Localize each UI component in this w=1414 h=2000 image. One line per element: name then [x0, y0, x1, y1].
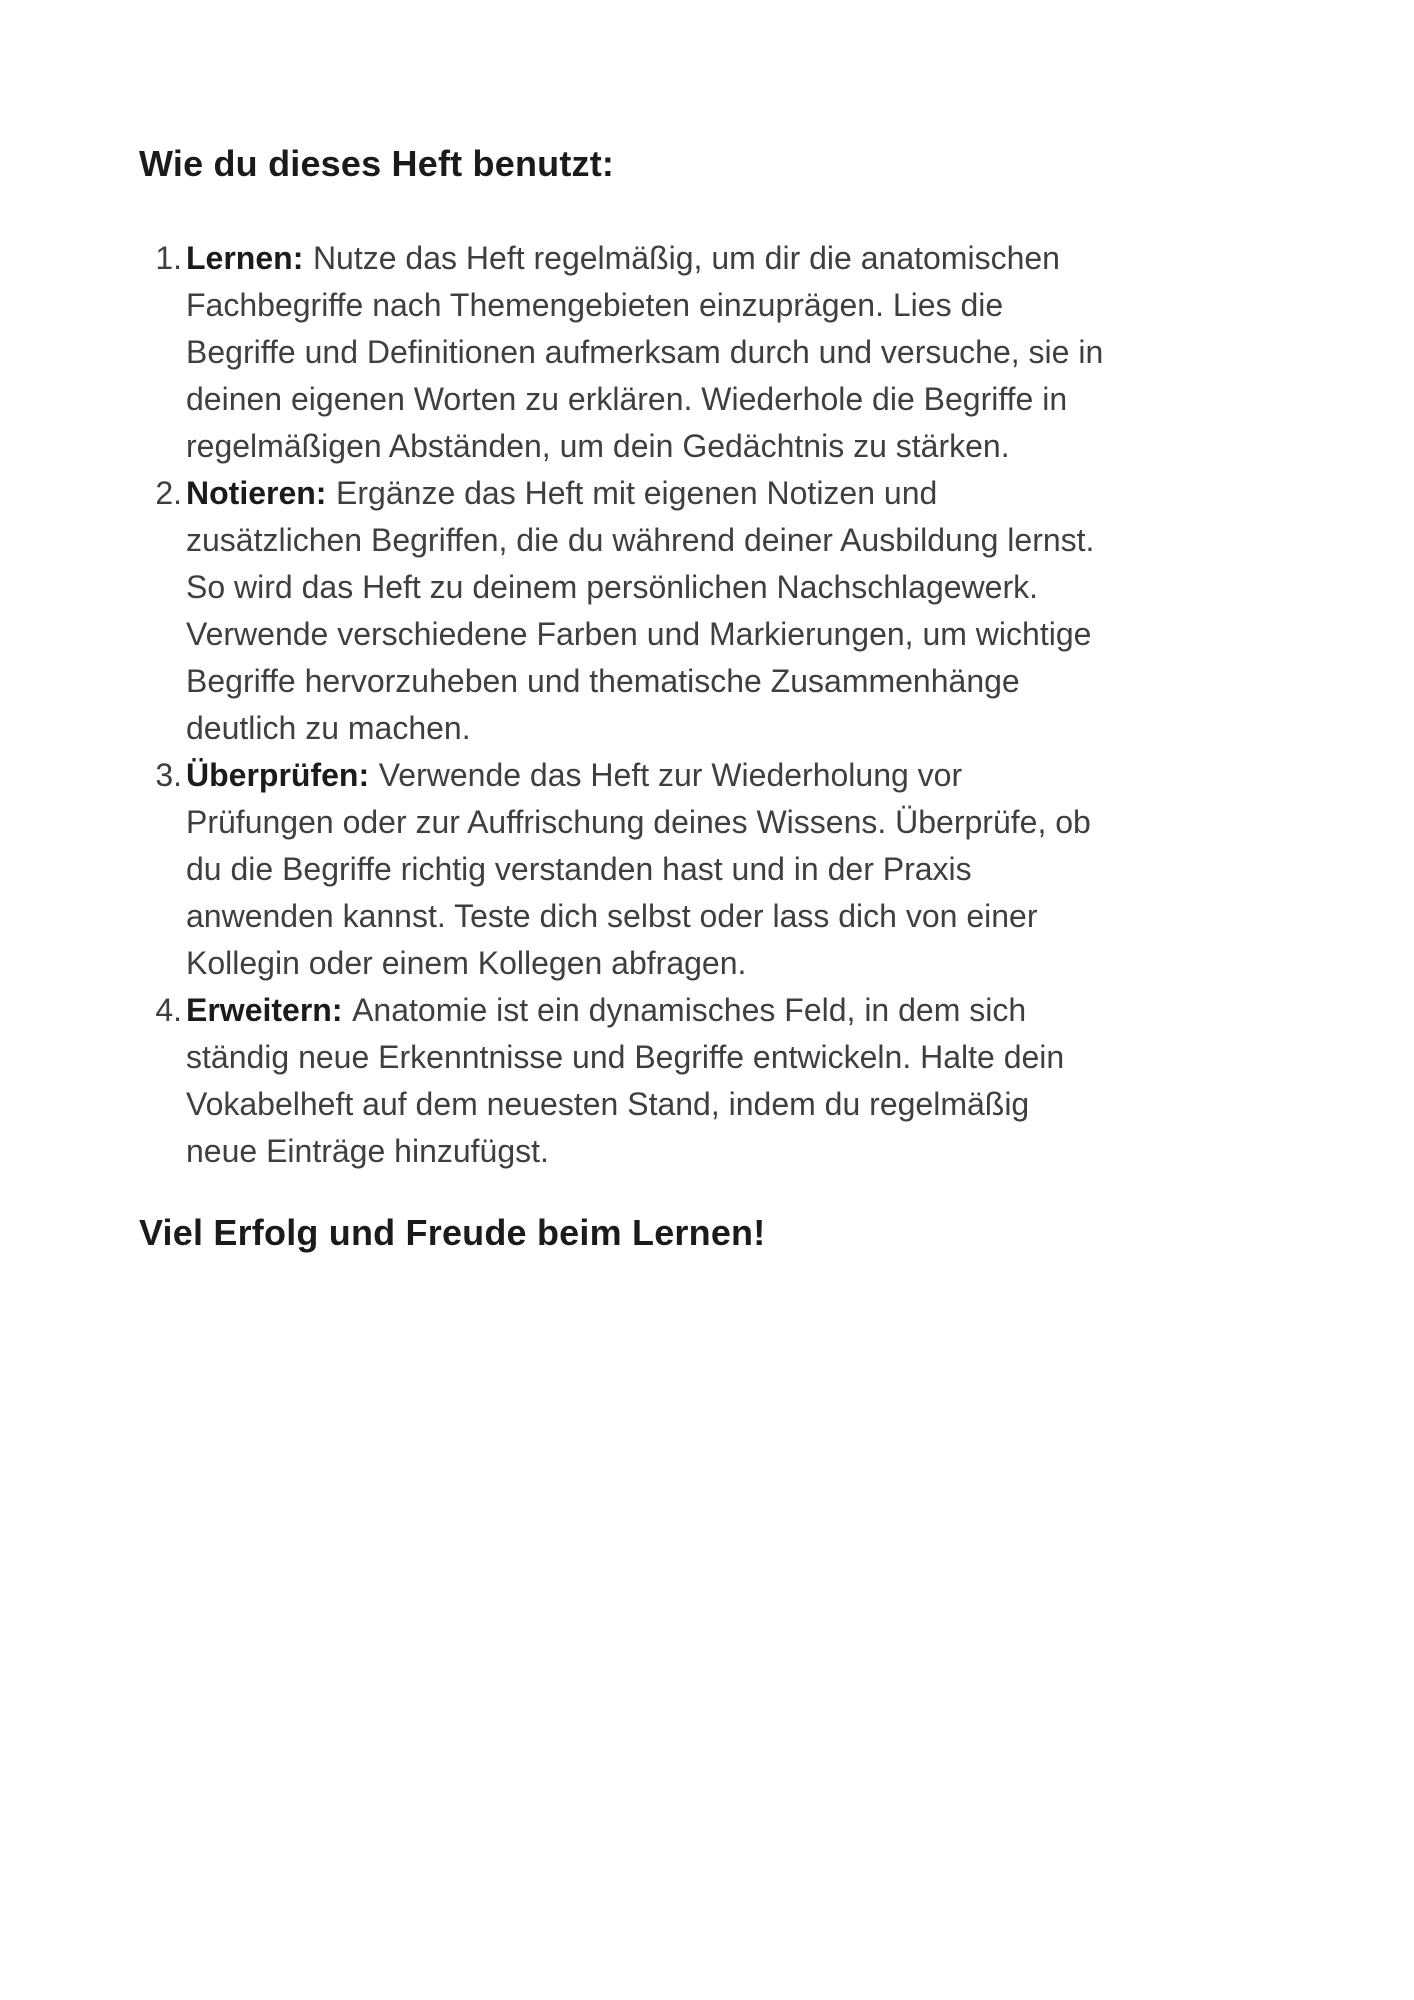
list-item-number: 3. — [155, 757, 182, 793]
list-item-text: Anatomie ist ein dynamisches Feld, in dem sich ständig neue Erkenntnisse und Begriffe entwickeln. Halte dein Vokabelheft auf dem neuesten Stand, indem du regelmäßig neue Einträge hinzufügst. — [186, 992, 1065, 1169]
list-item-number: 4. — [155, 992, 182, 1028]
list-item-text: Nutze das Heft regelmäßig, um dir die anatomischen Fachbegriffe nach Themengebieten einzuprägen. Lies die Begriffe und Definitionen aufmerksam durch und versuche, sie in deinen eigenen Worten zu erklären. Wiederhole die Begriffe in regelmäßigen Abständen, um dein Gedächtnis zu stärken. — [186, 240, 1104, 464]
list-item-label: Überprüfen: — [186, 757, 370, 793]
list-item — [155, 235, 1104, 470]
list-item-number: 2. — [155, 475, 182, 511]
closing-line: Viel Erfolg und Freude beim Lernen! — [139, 1212, 766, 1253]
page-content — [139, 0, 1104, 1255]
list-item — [155, 752, 1104, 987]
list-item-number: 1. — [155, 240, 182, 276]
list-item — [155, 470, 1104, 752]
list-item-label: Lernen: — [186, 240, 304, 276]
instructions-list — [139, 235, 1104, 1175]
list-item-text: Ergänze das Heft mit eigenen Notizen und zusätzlichen Begriffen, die du während deiner Ausbildung lernst. So wird das Heft zu deinem persönlichen Nachschlagewerk. Verwende verschiedene Farben und Markierungen, um wichtige Begriffe hervorzuheben und thematische Zusammenhänge deutlich zu machen. — [186, 475, 1095, 746]
page-title: Wie du dieses Heft benutzt: — [139, 143, 615, 184]
list-item-label: Notieren: — [186, 475, 327, 511]
list-item-label: Erweitern: — [186, 992, 343, 1028]
list-item-text: Verwende das Heft zur Wiederholung vor Prüfungen oder zur Auffrischung deines Wissens. Überprüfe, ob du die Begriffe richtig verstanden hast und in der Praxis anwenden kannst. Teste dich selbst oder lass dich von einer Kollegin oder einem Kollegen abfragen. — [186, 757, 1091, 981]
list-item — [155, 987, 1104, 1175]
